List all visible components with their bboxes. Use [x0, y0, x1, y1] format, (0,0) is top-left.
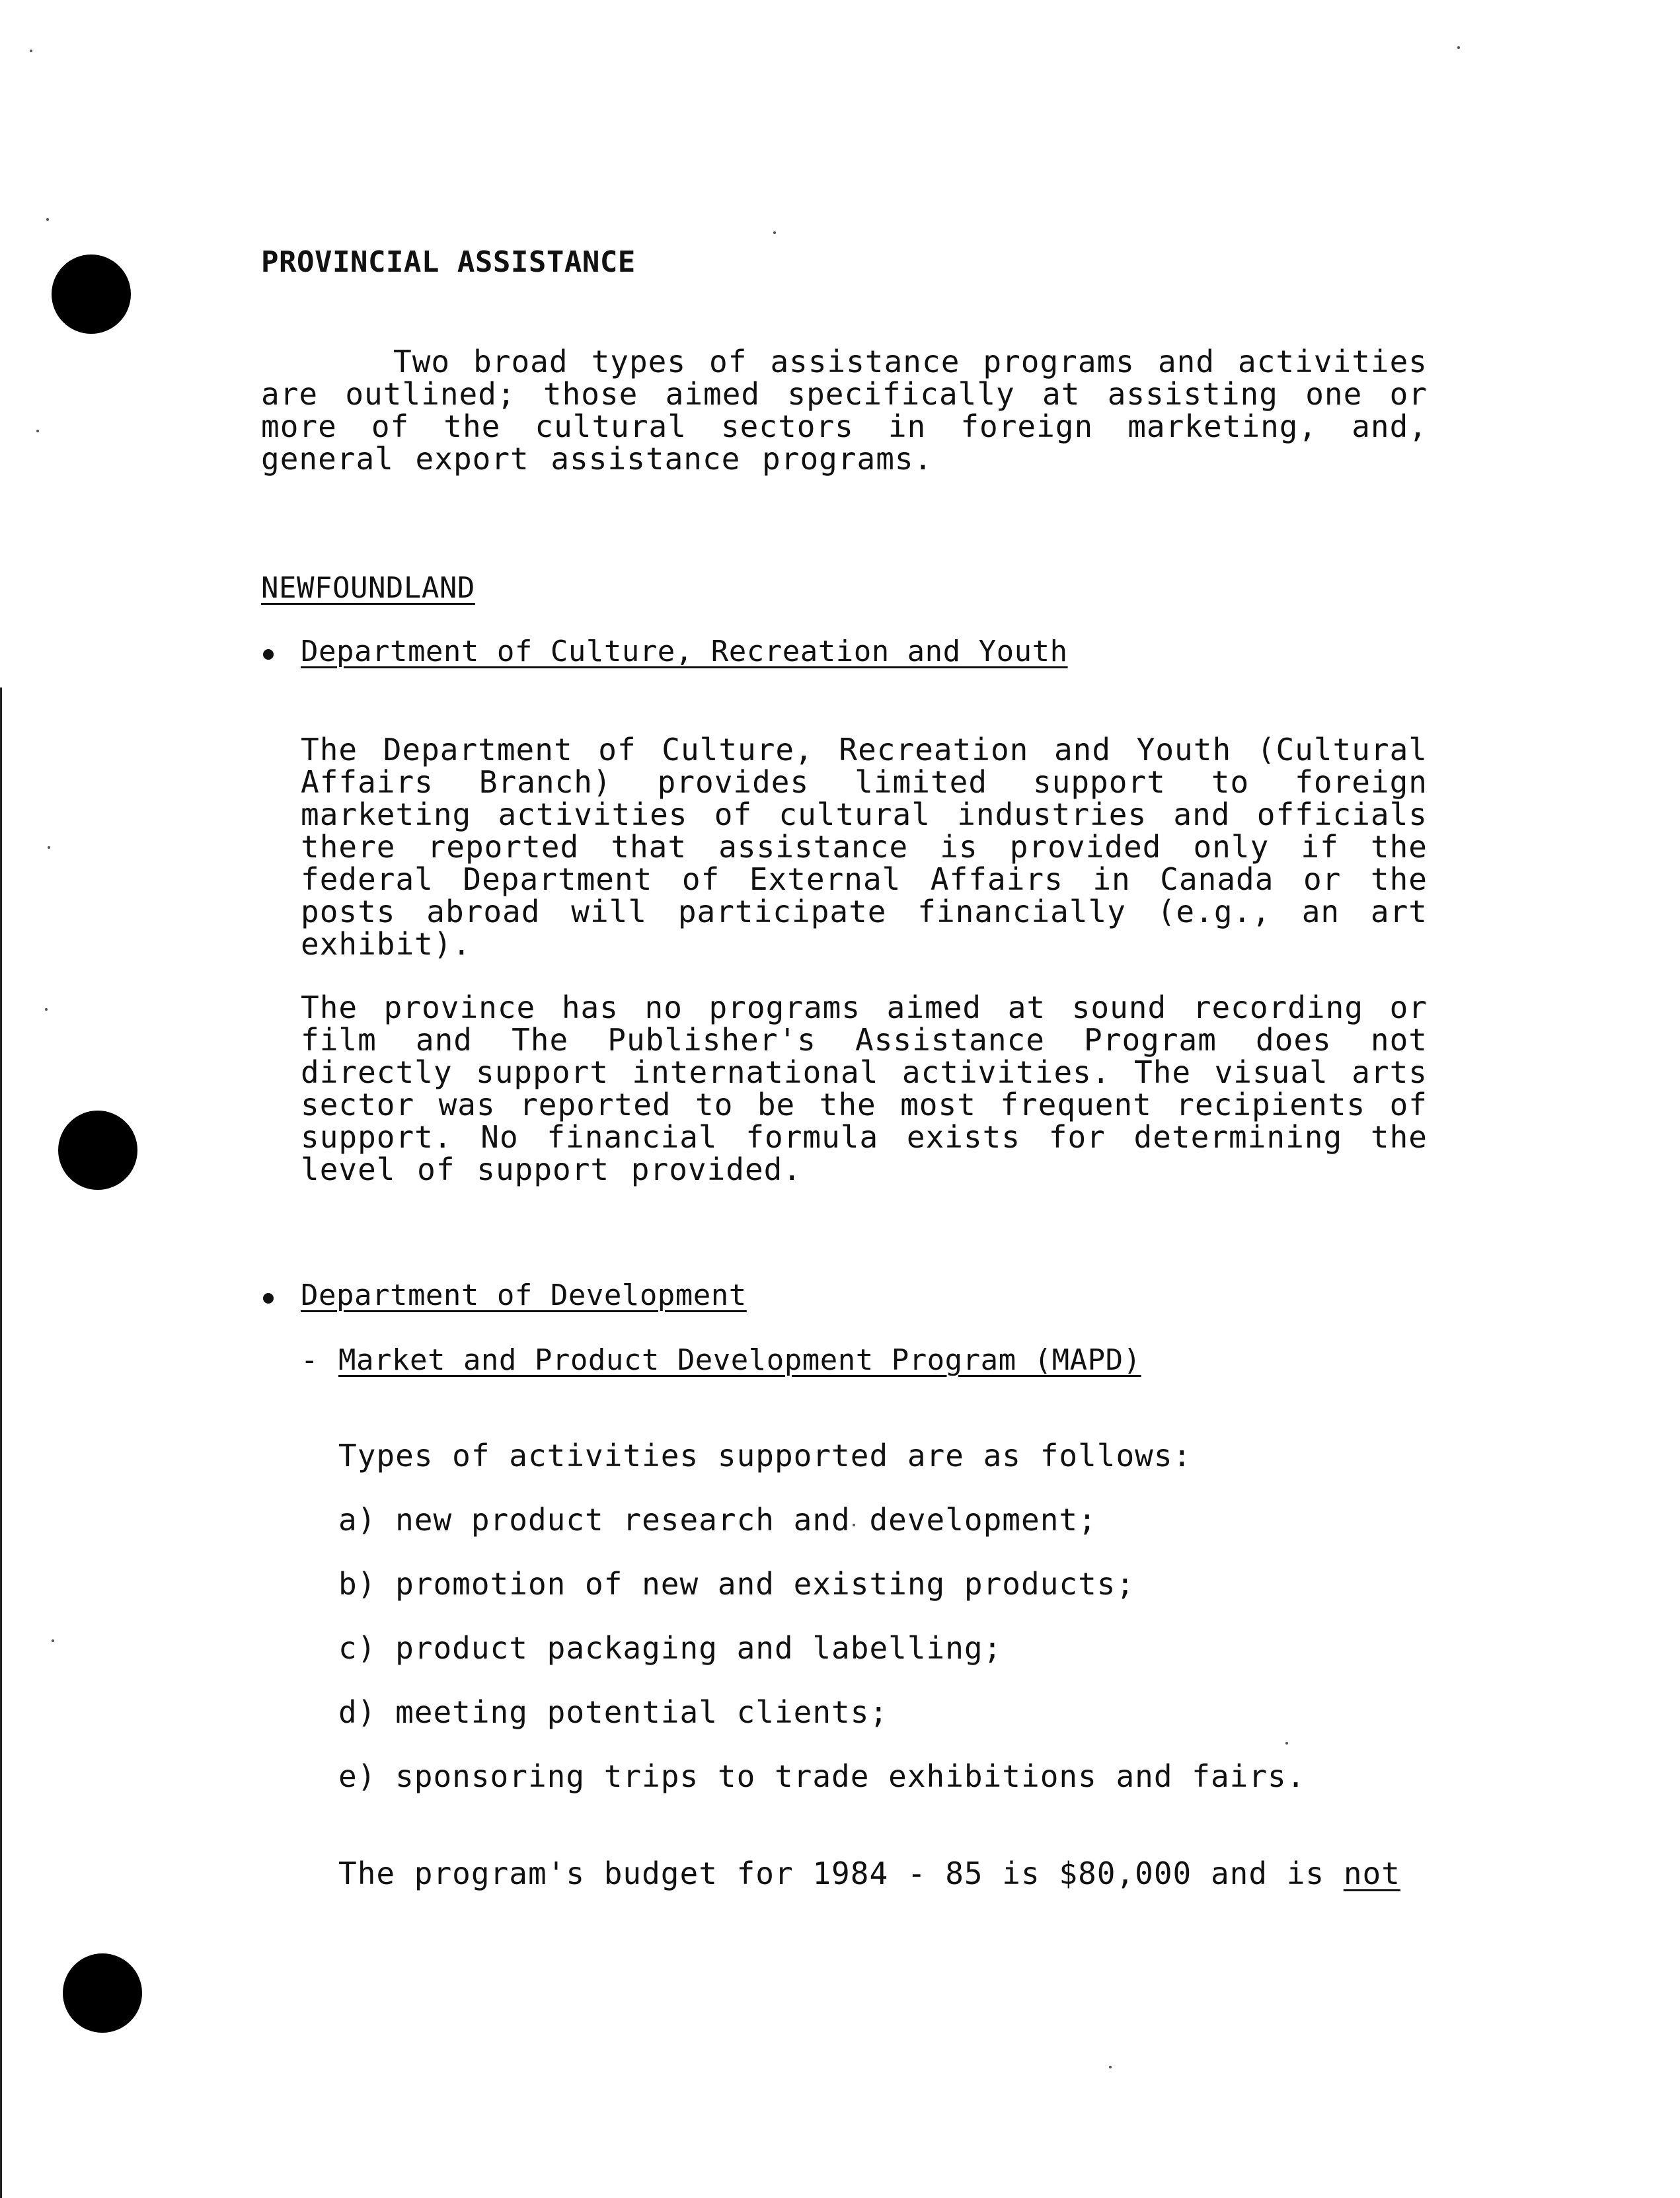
scan-speck — [46, 218, 49, 221]
scan-speck — [30, 50, 32, 52]
page-edge-line — [0, 687, 2, 2198]
bullet-icon — [263, 1293, 274, 1304]
list-item: a) new product research and development; — [338, 1502, 1097, 1538]
scan-speck — [52, 1639, 54, 1642]
scan-speck — [36, 430, 39, 432]
section-heading-culture: Department of Culture, Recreation and Youth — [301, 635, 1068, 668]
program-heading-mapd: Market and Product Development Program (MAPD) — [338, 1343, 1141, 1377]
scan-speck — [1109, 2066, 1112, 2068]
section-heading-development: Department of Development — [301, 1278, 747, 1312]
culture-paragraph-1: The Department of Culture, Recreation and Youth (Cultural Affairs Branch) provides limited support to foreign marketing activities of cultural industries and officials there reported that assistance is provided only if the federal Department of External Affairs in Canada or the posts abroad will participate financially (e.g., an art exhibit). — [301, 732, 1428, 962]
list-item: b) promotion of new and existing products; — [338, 1566, 1135, 1602]
list-item: c) product packaging and labelling; — [338, 1630, 1003, 1666]
scan-speck — [1285, 1742, 1288, 1745]
punch-hole-bottom — [63, 1953, 142, 2033]
scan-speck — [1457, 46, 1460, 49]
document-title: PROVINCIAL ASSISTANCE — [261, 245, 636, 279]
program-dash: - — [301, 1343, 319, 1377]
punch-hole-middle — [58, 1111, 137, 1190]
scan-speck — [773, 231, 776, 234]
budget-line — [338, 1858, 1400, 1890]
activities-intro: Types of activities supported are as follows: — [338, 1438, 1192, 1473]
scan-speck — [45, 1008, 48, 1011]
punch-hole-top — [52, 255, 131, 334]
intro-paragraph: Two broad types of assistance programs and activities are outlined; those aimed specifically at assisting one or more of the cultural sectors in foreign marketing, and, general export assistance programs. — [261, 344, 1428, 477]
bullet-icon — [263, 649, 274, 660]
scan-speck — [48, 846, 50, 849]
budget-emphasis: not — [1343, 1856, 1400, 1891]
province-heading: NEWFOUNDLAND — [261, 571, 475, 605]
list-item: e) sponsoring trips to trade exhibitions and fairs. — [338, 1758, 1306, 1794]
budget-text: The program's budget for 1984 - 85 is $80,000 and is — [338, 1856, 1344, 1891]
culture-paragraph-2: The province has no programs aimed at sound recording or film and The Publisher's Assistance Program does not directly support international activities. The visual arts sector was reported to be the most frequent recipients of support. No financial formula exists for determining the level of support provided. — [301, 990, 1428, 1187]
list-item: d) meeting potential clients; — [338, 1694, 889, 1730]
